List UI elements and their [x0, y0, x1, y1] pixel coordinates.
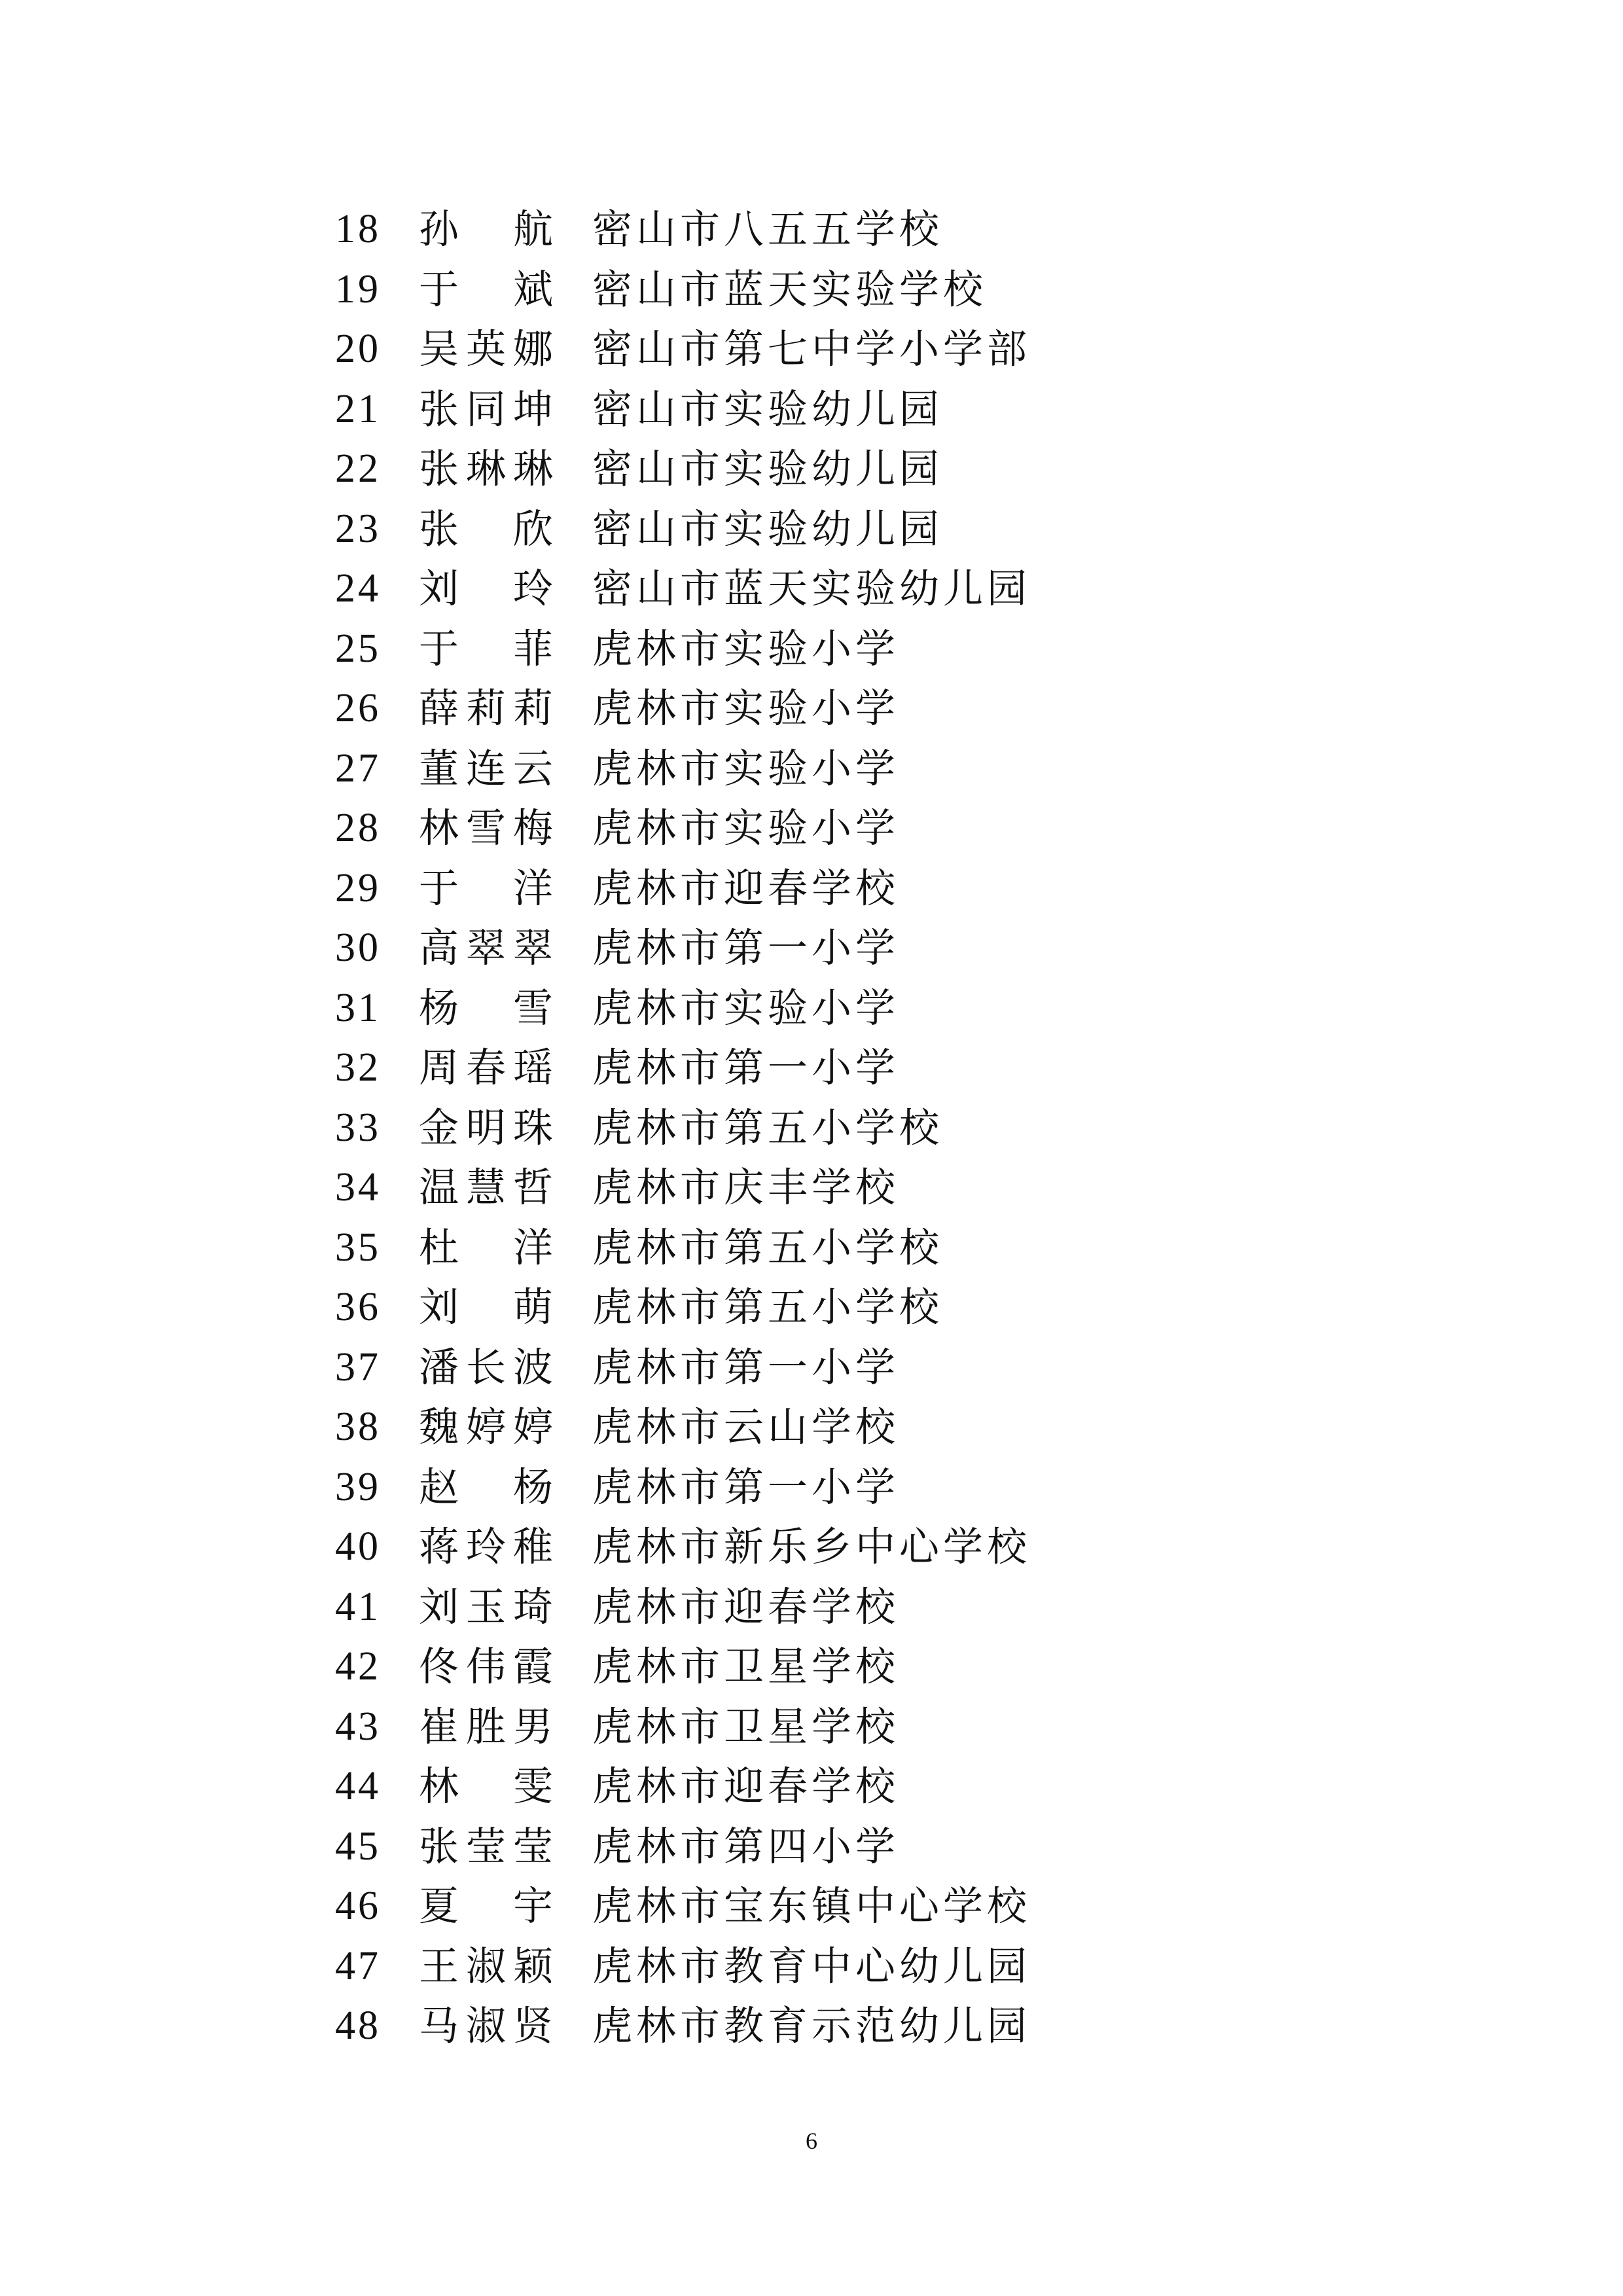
list-item: [0, 619, 1623, 679]
list-item: [0, 1817, 1623, 1877]
entry-number: 28: [335, 806, 381, 850]
entry-name: 林 雯: [419, 1763, 553, 1810]
entry-school: 虎林市迎春学校: [592, 1583, 900, 1630]
entry-name: 崔 胜 男: [419, 1703, 553, 1750]
entry-school: 虎林市第一小学: [592, 1463, 900, 1511]
entry-school: 密山市八五五学校: [592, 206, 944, 253]
entry-school: 虎林市卫星学校: [592, 1703, 900, 1750]
entry-school: 密山市蓝天实验幼儿园: [592, 565, 1031, 612]
entry-name: 薛 莉 莉: [419, 685, 553, 732]
entry-name: 蒋 玲 稚: [419, 1524, 553, 1570]
list-item: [0, 1038, 1623, 1098]
entry-school: 虎林市实验小学: [592, 685, 900, 732]
entry-name: 夏 宇: [419, 1883, 553, 1929]
entry-number: 24: [335, 566, 381, 611]
entry-number: 47: [335, 1943, 381, 1988]
list-item: [0, 1158, 1623, 1218]
list-item: [0, 798, 1623, 859]
entry-name: 佟 伟 霞: [419, 1643, 553, 1690]
entry-name: 温 慧 哲: [419, 1164, 553, 1211]
entry-name: 孙 航: [419, 206, 553, 253]
list-item: [0, 1637, 1623, 1697]
list-item: [0, 1278, 1623, 1338]
entry-name: 张 琳 琳: [419, 446, 553, 492]
entry-school: 虎林市实验小学: [592, 805, 900, 852]
entry-school: 虎林市新乐乡中心学校: [592, 1524, 1031, 1570]
list-item: [0, 1697, 1623, 1757]
entry-school: 虎林市第一小学: [592, 1045, 900, 1091]
entry-number: 32: [335, 1045, 381, 1090]
entry-name: 金 明 珠: [419, 1104, 553, 1151]
entry-name: 于 斌: [419, 266, 553, 313]
entry-name: 林 雪 梅: [419, 805, 553, 852]
entry-number: 45: [335, 1823, 381, 1869]
list-item: [0, 859, 1623, 919]
list-item: [0, 1338, 1623, 1398]
list-item: [0, 679, 1623, 739]
list-item: [0, 1517, 1623, 1577]
entry-number: 18: [335, 207, 381, 251]
entry-school: 虎林市第五小学校: [592, 1224, 944, 1271]
entry-number: 39: [335, 1464, 381, 1509]
list-item: [0, 260, 1623, 320]
entry-name: 马 淑 贤: [419, 2003, 553, 2049]
entry-number: 33: [335, 1105, 381, 1150]
list-item: [0, 1458, 1623, 1518]
entry-name: 魏 婷 婷: [419, 1404, 553, 1450]
list-item: [0, 918, 1623, 978]
page-number: 6: [806, 2128, 817, 2154]
entry-name: 刘 萌: [419, 1284, 553, 1331]
list-item: [0, 1098, 1623, 1158]
entry-number: 43: [335, 1704, 381, 1749]
entry-school: 密山市第七中学小学部: [592, 326, 1031, 372]
entry-number: 34: [335, 1165, 381, 1210]
entry-school: 虎林市实验小学: [592, 745, 900, 792]
entry-name: 张 欣: [419, 505, 553, 552]
entry-number: 41: [335, 1584, 381, 1629]
entry-name: 王 淑 颖: [419, 1943, 553, 1990]
entry-name: 杨 雪: [419, 984, 553, 1031]
entry-name: 董 连 云: [419, 745, 553, 792]
entry-name: 潘 长 波: [419, 1344, 553, 1391]
entry-name: 于 菲: [419, 625, 553, 672]
entry-school: 虎林市宝东镇中心学校: [592, 1883, 1031, 1929]
list-item: [0, 739, 1623, 799]
list-item: [0, 499, 1623, 560]
list-item: [0, 1397, 1623, 1458]
entry-school: 虎林市第五小学校: [592, 1104, 944, 1151]
entry-number: 37: [335, 1344, 381, 1390]
entry-number: 26: [335, 686, 381, 730]
entry-name: 赵 杨: [419, 1463, 553, 1511]
entry-school: 虎林市第一小学: [592, 1344, 900, 1391]
entry-school: 虎林市庆丰学校: [592, 1164, 900, 1211]
entry-number: 42: [335, 1644, 381, 1689]
entry-school: 虎林市卫星学校: [592, 1643, 900, 1690]
entry-school: 虎林市实验小学: [592, 984, 900, 1031]
entry-number: 25: [335, 626, 381, 671]
list-item: [0, 380, 1623, 440]
entry-school: 虎林市第一小学: [592, 925, 900, 971]
entry-number: 21: [335, 386, 381, 431]
entry-name: 张 同 坤: [419, 386, 553, 433]
entry-school: 密山市实验幼儿园: [592, 505, 944, 552]
entry-name: 张 莹 莹: [419, 1823, 553, 1870]
entry-name: 吴 英 娜: [419, 326, 553, 372]
entry-number: 48: [335, 2003, 381, 2048]
entry-school: 虎林市第四小学: [592, 1823, 900, 1870]
entry-number: 38: [335, 1405, 381, 1449]
entry-name: 杜 洋: [419, 1224, 553, 1271]
list-item: [0, 1937, 1623, 1997]
entry-school: 密山市实验幼儿园: [592, 446, 944, 492]
entry-name: 高 翠 翠: [419, 925, 553, 971]
entry-number: 35: [335, 1225, 381, 1270]
entry-school: 密山市蓝天实验学校: [592, 266, 988, 313]
list-item: [0, 200, 1623, 260]
entry-school: 虎林市第五小学校: [592, 1284, 944, 1331]
entry-school: 虎林市教育中心幼儿园: [592, 1943, 1031, 1990]
list-item: [0, 559, 1623, 619]
entry-number: 44: [335, 1764, 381, 1808]
list-item: [0, 1996, 1623, 2056]
entry-number: 31: [335, 985, 381, 1030]
list-item: [0, 1577, 1623, 1638]
entry-name: 于 洋: [419, 865, 553, 912]
list-item: [0, 439, 1623, 499]
entry-number: 30: [335, 925, 381, 970]
entry-number: 46: [335, 1884, 381, 1928]
entry-school: 虎林市云山学校: [592, 1404, 900, 1450]
entry-school: 虎林市实验小学: [592, 625, 900, 672]
entry-school: 虎林市教育示范幼儿园: [592, 2003, 1031, 2049]
entry-school: 虎林市迎春学校: [592, 865, 900, 912]
entry-name: 刘 玲: [419, 565, 553, 612]
entry-school: 虎林市迎春学校: [592, 1763, 900, 1810]
entry-number: 20: [335, 327, 381, 371]
entry-number: 36: [335, 1285, 381, 1329]
entry-number: 22: [335, 446, 381, 491]
entry-number: 19: [335, 266, 381, 312]
entry-name: 周 春 瑶: [419, 1045, 553, 1091]
entry-name: 刘 玉 琦: [419, 1583, 553, 1630]
entry-number: 27: [335, 745, 381, 791]
entry-number: 23: [335, 506, 381, 551]
list-item: [0, 1218, 1623, 1278]
entry-school: 密山市实验幼儿园: [592, 386, 944, 433]
list-item: [0, 319, 1623, 380]
list-item: [0, 978, 1623, 1039]
entry-number: 29: [335, 865, 381, 910]
name-list: [0, 200, 1623, 2056]
list-item: [0, 1876, 1623, 1937]
list-item: [0, 1757, 1623, 1817]
entry-number: 40: [335, 1524, 381, 1569]
